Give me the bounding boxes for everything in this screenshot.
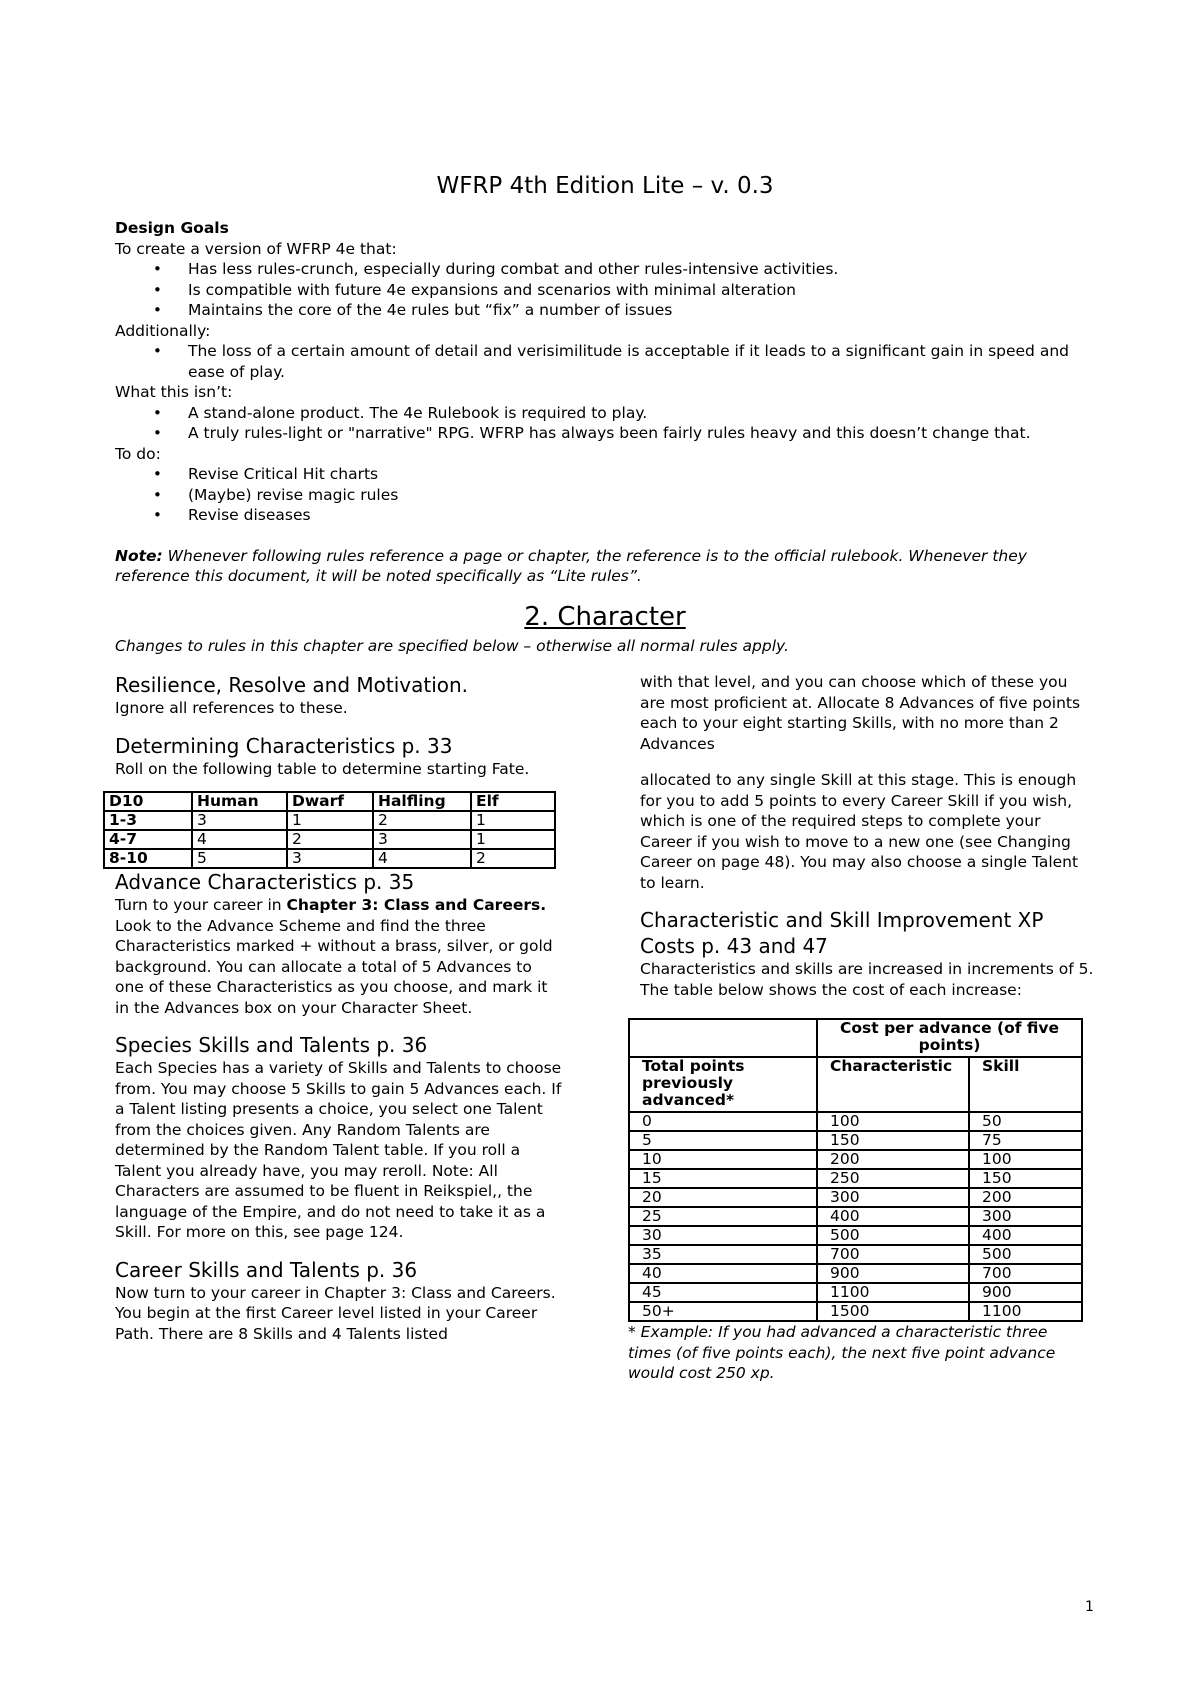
table-header-cell: Skill [969, 1057, 1082, 1112]
table-row [629, 1207, 1082, 1226]
career-continued-text-2: allocated to any single Skill at this stage. This is enough for you to add 5 points to every Career Skill if you wish, which is one of the required steps to complete your Career if you wish to move to a new one (see Changing Career on page 48). You may also choose a single Talent to learn. [640, 771, 1079, 892]
table-header-cell: Characteristic [817, 1057, 969, 1112]
table-cell: 40 [629, 1264, 817, 1283]
career-heading: Career Skills and Talents p. 36 [115, 1257, 418, 1282]
table-cell: 2 [373, 811, 471, 830]
advance-text-part: Look to the Advance Scheme and find the three Characteristics marked + without a brass, silver, or gold background. You can allocate a total of 5 Advances to one of these Characteristics as you choose, and mark it in the Advances box on your Character Sheet. [115, 916, 553, 1017]
list-item: • The loss of a certain amount of detail and verisimilitude is acceptable if it leads to a significant gain in speed and ease of play. [188, 341, 1095, 382]
table-cell: 1500 [817, 1302, 969, 1321]
todo-label: To do: [115, 444, 161, 463]
advance-chapter-ref: Chapter 3: Class and Careers. [286, 896, 547, 914]
note-label: Note: [115, 546, 163, 565]
list-item: • Has less rules-crunch, especially during combat and other rules-intensive activities. [188, 259, 1095, 280]
table-cell: 1 [471, 830, 555, 849]
table-cell: 30 [629, 1226, 817, 1245]
table-cell: 1 [471, 811, 555, 830]
table-row [629, 1150, 1082, 1169]
isnt-label: What this isn’t: [115, 383, 233, 401]
table-header-cell: Cost per advance (of five points) [817, 1019, 1082, 1057]
table-cell: 1 [287, 811, 373, 830]
list-item: • Maintains the core of the 4e rules but “fix” a number of issues [188, 300, 1095, 321]
note-text: Whenever following rules reference a page or chapter, the reference is to the official rulebook. Whenever they reference this document, it will be noted specifically as “Lite rules”. [115, 546, 1027, 585]
table-cell: 300 [817, 1188, 969, 1207]
table-header-cell: D10 [104, 792, 192, 811]
determining-text: Roll on the following table to determine starting Fate. [115, 759, 530, 778]
isnt-list [115, 403, 1095, 444]
table-cell: 25 [629, 1207, 817, 1226]
table-cell: 4 [373, 849, 471, 868]
determining-heading: Determining Characteristics p. 33 [115, 733, 453, 758]
table-header-cell: Dwarf [287, 792, 373, 811]
table-cell: 0 [629, 1112, 817, 1131]
advance-text-part: Turn to your career in [115, 896, 287, 914]
table-cell: 500 [817, 1226, 969, 1245]
table-header-cell: Elf [471, 792, 555, 811]
table-cell-empty [629, 1019, 817, 1057]
table-cell: 300 [969, 1207, 1082, 1226]
table-cell: 900 [969, 1283, 1082, 1302]
table-header-cell: Total points previously advanced* [629, 1057, 817, 1112]
table-row [629, 1302, 1082, 1321]
table-row [629, 1169, 1082, 1188]
table-cell: 200 [817, 1150, 969, 1169]
xp-text: Characteristics and skills are increased in increments of 5. The table below shows the cost of each increase: [640, 960, 1094, 999]
design-goals-heading: Design Goals [115, 219, 229, 237]
table-cell: 2 [287, 830, 373, 849]
table-cell: 100 [817, 1112, 969, 1131]
career-continued-text: with that level, and you can choose which of these you are most proficient at. Allocate 8 Advances of five points each to your eight starting Skills, with no more than 2 Advances [640, 673, 1081, 753]
table-cell: 400 [817, 1207, 969, 1226]
table-cell: 3 [373, 830, 471, 849]
resilience-text: Ignore all references to these. [115, 699, 348, 717]
list-item: • A stand-alone product. The 4e Rulebook is required to play. [188, 403, 1095, 424]
advance-text [115, 895, 565, 1018]
career-text: Now turn to your career in Chapter 3: Class and Careers. You begin at the first Career level listed in your Career Path. There are 8 Skills and 4 Talents listed [115, 1283, 556, 1343]
table-cell: 200 [969, 1188, 1082, 1207]
table-cell: 150 [817, 1131, 969, 1150]
right-column [628, 672, 1095, 1384]
table-cell: 20 [629, 1188, 817, 1207]
table-row [104, 830, 555, 849]
table-cell: 50+ [629, 1302, 817, 1321]
goals-list [115, 259, 1095, 321]
table-cell: 8-10 [104, 849, 192, 868]
table-row [629, 1264, 1082, 1283]
table-row [104, 849, 555, 868]
table-cell: 3 [287, 849, 373, 868]
xp-table-body [629, 1112, 1082, 1321]
table-cell: 15 [629, 1169, 817, 1188]
xp-heading: Characteristic and Skill Improvement XP Costs p. 43 and 47 [640, 908, 1044, 958]
table-header-cell: Halfling [373, 792, 471, 811]
note-paragraph [115, 546, 1095, 587]
page-number: 1 [1085, 1599, 1094, 1615]
species-text: Each Species has a variety of Skills and Talents to choose from. You may choose 5 Skills to gain 5 Advances each. If a Talent listing presents a choice, you select one Talent from the choices given. Any Random Talents are determined by the Random Talent table. If you roll a Talent you already have, you may reroll. Note: All Characters are assumed to be fluent in Reikspiel,, the language of the Empire, and do not need to take it as a Skill. For more on this, see page 124. [115, 1059, 562, 1241]
table-header-row [629, 1057, 1082, 1112]
table-header-row [629, 1019, 1082, 1057]
table-cell: 50 [969, 1112, 1082, 1131]
table-cell: 400 [969, 1226, 1082, 1245]
advance-heading: Advance Characteristics p. 35 [115, 870, 415, 894]
species-heading: Species Skills and Talents p. 36 [115, 1033, 428, 1057]
table-row [629, 1131, 1082, 1150]
table-row [629, 1245, 1082, 1264]
table-cell: 5 [629, 1131, 817, 1150]
todo-list [115, 464, 1095, 526]
list-item: • Revise diseases [188, 505, 1095, 526]
table-header-cell: Human [192, 792, 287, 811]
left-column [109, 672, 565, 1344]
table-row [629, 1112, 1082, 1131]
list-item: • A truly rules-light or "narrative" RPG. WFRP has always been fairly rules heavy and this doesn’t change that. [188, 423, 1095, 444]
table-cell: 75 [969, 1131, 1082, 1150]
fate-table [103, 791, 556, 869]
document-title: WFRP 4th Edition Lite – v. 0.3 [436, 173, 774, 199]
table-row [104, 811, 555, 830]
design-goals-intro: To create a version of WFRP 4e that: [115, 239, 397, 258]
additionally-label: Additionally: [115, 321, 211, 340]
table-cell: 150 [969, 1169, 1082, 1188]
table-cell: 1100 [817, 1283, 969, 1302]
xp-cost-table [628, 1018, 1083, 1322]
table-cell: 900 [817, 1264, 969, 1283]
design-goals-section [115, 218, 1095, 587]
xp-example: * Example: If you had advanced a characteristic three times (of five points each), the next five point advance would cost 250 xp. [628, 1323, 1056, 1382]
table-cell: 700 [817, 1245, 969, 1264]
list-item: • Is compatible with future 4e expansions and scenarios with minimal alteration [188, 280, 1095, 301]
table-row [629, 1188, 1082, 1207]
table-cell: 4-7 [104, 830, 192, 849]
table-cell: 500 [969, 1245, 1082, 1264]
table-cell: 2 [471, 849, 555, 868]
table-cell: 250 [817, 1169, 969, 1188]
table-cell: 100 [969, 1150, 1082, 1169]
table-header-row [104, 792, 555, 811]
table-row [629, 1283, 1082, 1302]
table-cell: 1100 [969, 1302, 1082, 1321]
table-cell: 1-3 [104, 811, 192, 830]
table-cell: 4 [192, 830, 287, 849]
table-cell: 35 [629, 1245, 817, 1264]
table-cell: 45 [629, 1283, 817, 1302]
table-cell: 10 [629, 1150, 817, 1169]
list-item: • (Maybe) revise magic rules [188, 485, 1095, 506]
resilience-heading: Resilience, Resolve and Motivation. [115, 673, 469, 697]
additionally-list [115, 341, 1095, 382]
table-cell: 5 [192, 849, 287, 868]
chapter-title: 2. Character [524, 602, 686, 632]
chapter-subtitle: Changes to rules in this chapter are specified below – otherwise all normal rules apply. [115, 637, 789, 655]
list-item: • Revise Critical Hit charts [188, 464, 1095, 485]
table-cell: 3 [192, 811, 287, 830]
table-row [629, 1226, 1082, 1245]
table-cell: 700 [969, 1264, 1082, 1283]
